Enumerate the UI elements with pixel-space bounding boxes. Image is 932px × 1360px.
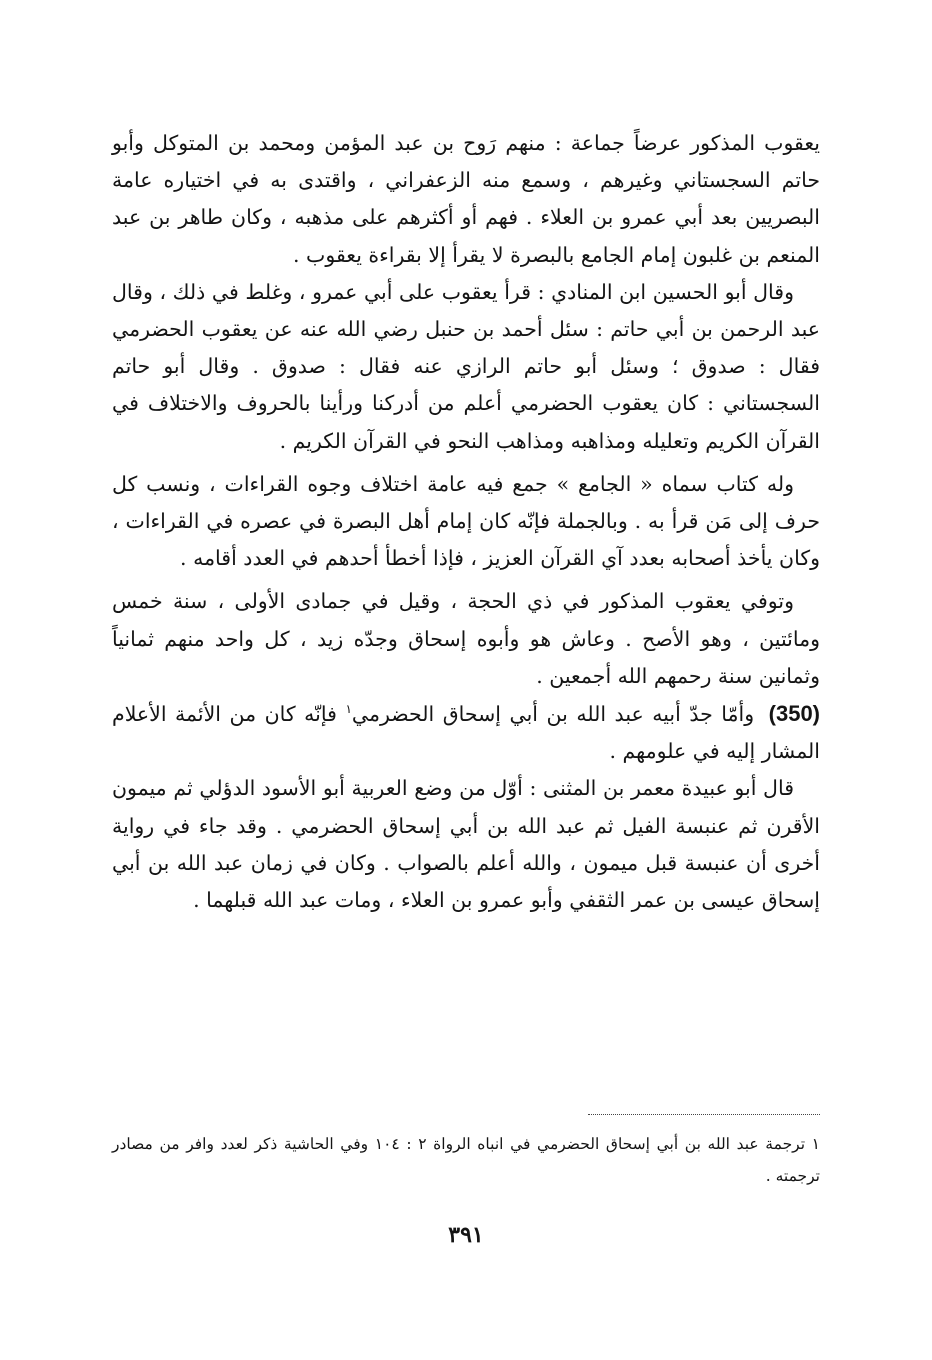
page-number: ٣٩١ [448, 1222, 484, 1248]
paragraph-2: وقال أبو الحسين ابن المنادي : قرأ يعقوب على أبي عمرو ، وغلط في ذلك ، وقال عبد الرحمن بن أبي حاتم : سئل أحمد بن حنبل رضي الله عنه عن يعقوب الحضرمي فقال : صدوق ؛ وسئل أبو حاتم الرازي عنه فقال : صدوق . وقال أبو حاتم السجستاني : كان يعقوب الحضرمي أعلم من أدركنا ورأينا بالحروف والاختلاف في القرآن الكريم وتعليله ومذاهبه ومذاهب النحو في القرآن الكريم . [112, 279, 820, 453]
footnotes [112, 1128, 820, 1192]
paragraph-1: يعقوب المذكور عرضاً جماعة : منهم رَوح بن عبد المؤمن ومحمد بن المتوكل وأبو حاتم السجستاني وغيرهم ، وسمع منه الزعفراني ، واقتدى به في اختياره عامة البصريين بعد أبي عمرو بن العلاء . فهم أو أكثرهم على مذهبه ، وكان طاهر بن عبد المنعم بن غلبون إمام الجامع بالبصرة لا يقرأ إلا بقراءة يعقوب . [112, 131, 820, 267]
paragraph-6: قال أبو عبيدة معمر بن المثنى : أوّل من وضع العربية أبو الأسود الدؤلي ثم ميمون الأقرن ثم عنبسة الفيل ثم عبد الله بن أبي إسحاق الحضرمي . وقد جاء في رواية أخرى أن عنبسة قبل ميمون ، والله أعلم بالصواب . وكان في زمان عبد الله بن أبي إسحاق عيسى بن عمر الثقفي وأبو عمرو بن العلاء ، ومات عبد الله قبلهما . [112, 776, 820, 913]
footnote-1: ١ ترجمة عبد الله بن أبي إسحاق الحضرمي في انباه الرواة ٢ : ١٠٤ وفي الحاشية ذكر لعدد وافر من مصادر ترجمته . [112, 1135, 820, 1185]
paragraph-5-text: وأمّا جدّ أبيه عبد الله بن أبي إسحاق الحضرمي [351, 702, 755, 727]
paragraph-4: وتوفي يعقوب المذكور في ذي الحجة ، وقيل في جمادى الأولى ، سنة خمس ومائتين ، وهو الأصح . وعاش هو وأبوه إسحاق وجدّه زيد ، كل واحد منهم ثمانياً وثمانين سنة رحمهم الله أجمعين . [112, 589, 820, 688]
footnote-reference[interactable]: ١ [345, 702, 352, 717]
paragraph-5-text-end: فإنّه كان من الأئمة الأعلام المشار إليه في علومهم . [112, 702, 820, 764]
main-text [112, 125, 820, 919]
paragraph-5 [112, 695, 820, 770]
entry-number: (350) [768, 701, 820, 727]
paragraph-3: وله كتاب سماه « الجامع » جمع فيه عامة اختلاف وجوه القراءات ، ونسب كل حرف إلى مَن قرأ به . وبالجملة فإنّه كان إمام أهل البصرة في عصره في القراءات ، وكان يأخذ أصحابه بعدد آي القرآن العزيز ، فإذا أخطأ أحدهم في العدد أقامه . [112, 471, 820, 571]
footnote-divider [588, 1114, 820, 1115]
